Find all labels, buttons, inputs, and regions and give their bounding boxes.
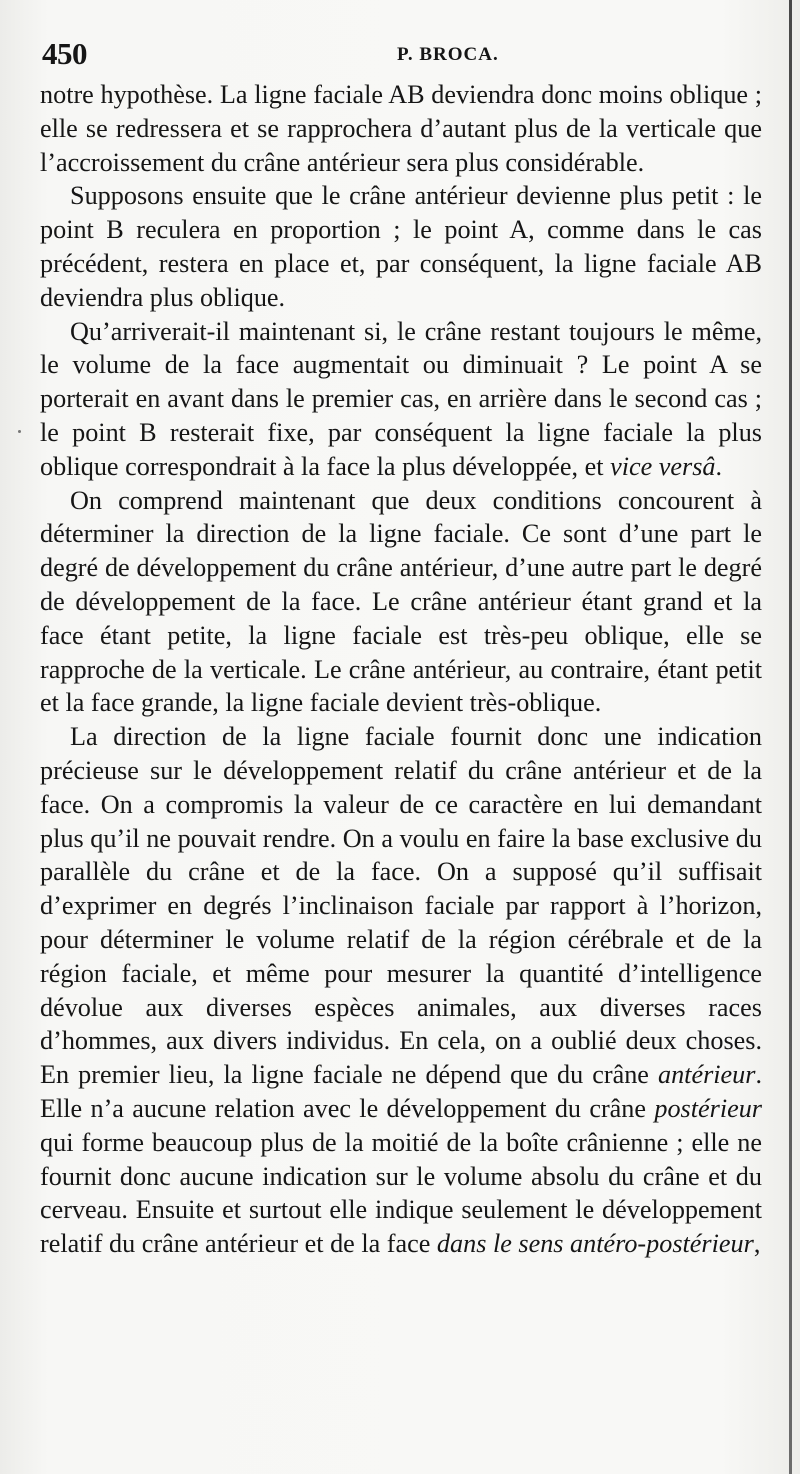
text-run: Qu’arriverait-il maintenant si, le crâne restant toujours le même, le volume de la face augmentait ou diminuait ? Le point A se porterait en avant dans le premier cas, en arrière dans le second cas ; le point B resterait fixe, par conséquent la ligne faciale la plus oblique correspondrait à la face la plus développée, et [40,316,762,481]
italic-text: dans le sens antéro-postérieur [436,1229,754,1259]
paragraph-5 [40,720,762,1261]
page-header [40,36,760,84]
margin-speck [18,430,21,433]
running-head: P. BROCA. [397,44,499,65]
italic-text: antérieur [657,1060,756,1090]
paragraph-1 [40,78,762,179]
text-run: notre hypothèse. La ligne faciale AB deviendra donc moins oblique ; elle se redressera et se rapprochera d’autant plus de la verticale que l’accroissement du crâne antérieur sera plus considérable. [40,80,762,177]
paragraph-4 [40,484,762,721]
text-run: , [753,1229,761,1259]
text-run: La direction de la ligne faciale fournit donc une indication précieuse sur le développement relatif du crâne antérieur et de la face. On a compromis la valeur de ce caractère en lui demandant plus qu’il ne pouvait rendre. On a voulu en faire la base exclusive du parallèle du crâne et de la face. On a supposé qu’il suffisait d’exprimer en degrés l’inclinaison faciale par rapport à l’horizon, pour déterminer le volume relatif de la région cérébrale et de la région faciale, et même pour mesurer la quantité d’intelligence dévolue aux diverses espèces animales, aux diverses races d’hommes, aux divers individus. En cela, on a oublié deux choses. En premier lieu, la ligne faciale ne dépend que du crâne [40,722,762,1090]
page-edge-rule [789,0,792,1474]
text-run: qui forme beaucoup plus de la moitié de la boîte crânienne ; elle ne fournit donc aucune indication sur le volume absolu du crâne et du cerveau. Ensuite et surtout elle indique seulement le développement relatif du crâne antérieur et de la face [40,1127,762,1259]
text-run: Supposons ensuite que le crâne antérieur devienne plus petit : le point B reculera en proportion ; le point A, comme dans le cas précédent, restera en place et, par conséquent, la ligne faciale AB deviendra plus oblique. [40,181,762,312]
italic-text: postérieur [654,1093,762,1123]
paragraph-3 [40,315,762,484]
italic-text: vice versâ [610,451,716,481]
body-text [40,78,762,1261]
page-number: 450 [42,36,87,71]
text-run: . Elle n’a aucune relation avec le développement du crâne [40,1060,762,1123]
paragraph-2 [40,179,762,314]
text-run: . [715,451,723,481]
text-run: On comprend maintenant que deux conditions concourent à déterminer la direction de la ligne faciale. Ce sont d’une part le degré de développement du crâne antérieur, d’une autre part le degré de développement de la face. Le crâne antérieur étant grand et la face étant petite, la ligne faciale est très-peu oblique, elle se rapproche de la verticale. Le crâne antérieur, au contraire, étant petit et la face grande, la ligne faciale devient très-oblique. [40,485,762,718]
